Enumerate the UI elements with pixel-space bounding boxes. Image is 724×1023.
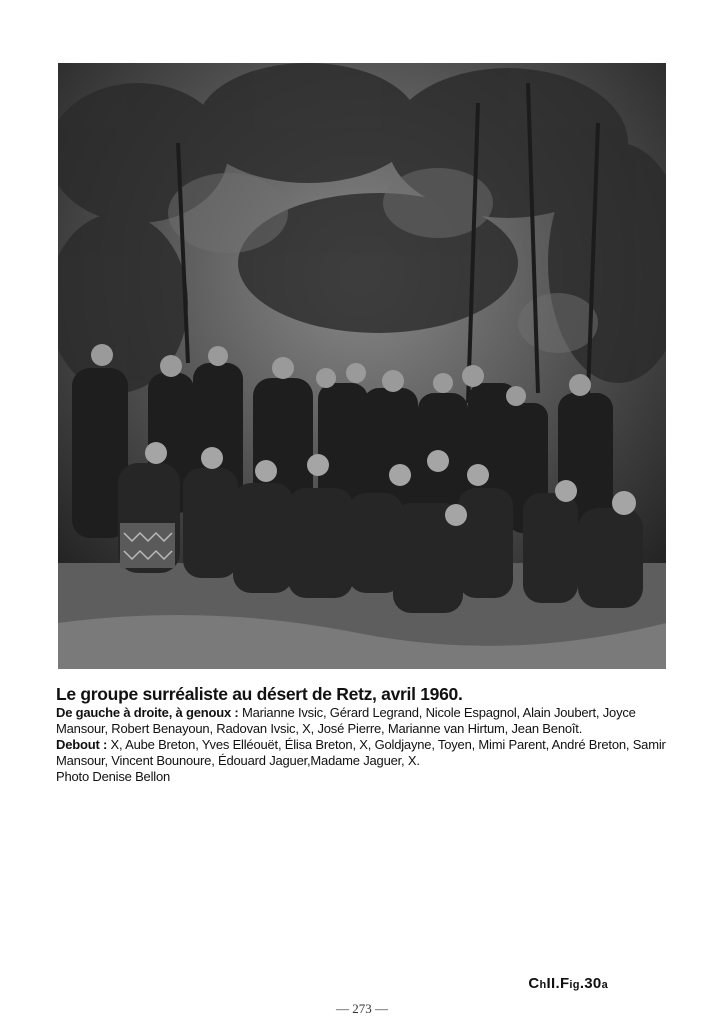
kneeling-label: De gauche à droite, à genoux : [56, 705, 239, 720]
caption-title: Le groupe surréaliste au désert de Retz, avril 1960. [56, 684, 463, 704]
fig-label-num: .30 [579, 975, 602, 992]
fig-label-ig: ig [569, 979, 580, 991]
fig-label-a: a [601, 979, 608, 991]
photo-caption [56, 684, 668, 785]
photo-credit: Photo Denise Bellon [56, 769, 170, 784]
kneeling-names: Marianne Ivsic, Gérard Legrand, Nicole Espagnol, Alain Joubert, Joyce Mansour, Robert Benayoun, Radovan Ivsic, X, José Pierre, Marianne van Hirtum, Jean Benoît. [56, 705, 636, 736]
page-number: — 273 — [336, 1001, 388, 1016]
standing-label: Debout : [56, 737, 108, 752]
fig-label-mid: II.F [546, 975, 570, 992]
caption-standing [56, 737, 668, 769]
group-photo-icon [58, 63, 666, 669]
figure-label [528, 975, 608, 992]
standing-names: X, Aube Breton, Yves Elléouët, Élisa Breton, X, Goldjayne, Toyen, Mimi Parent, André Breton, Samir Mansour, Vincent Bounoure, Édouard Jaguer,Madame Jaguer, X. [56, 737, 666, 768]
fig-label-c: C [528, 975, 540, 992]
caption-kneeling [56, 705, 668, 737]
group-photo [58, 63, 666, 669]
fig-label-h: h [539, 979, 547, 991]
